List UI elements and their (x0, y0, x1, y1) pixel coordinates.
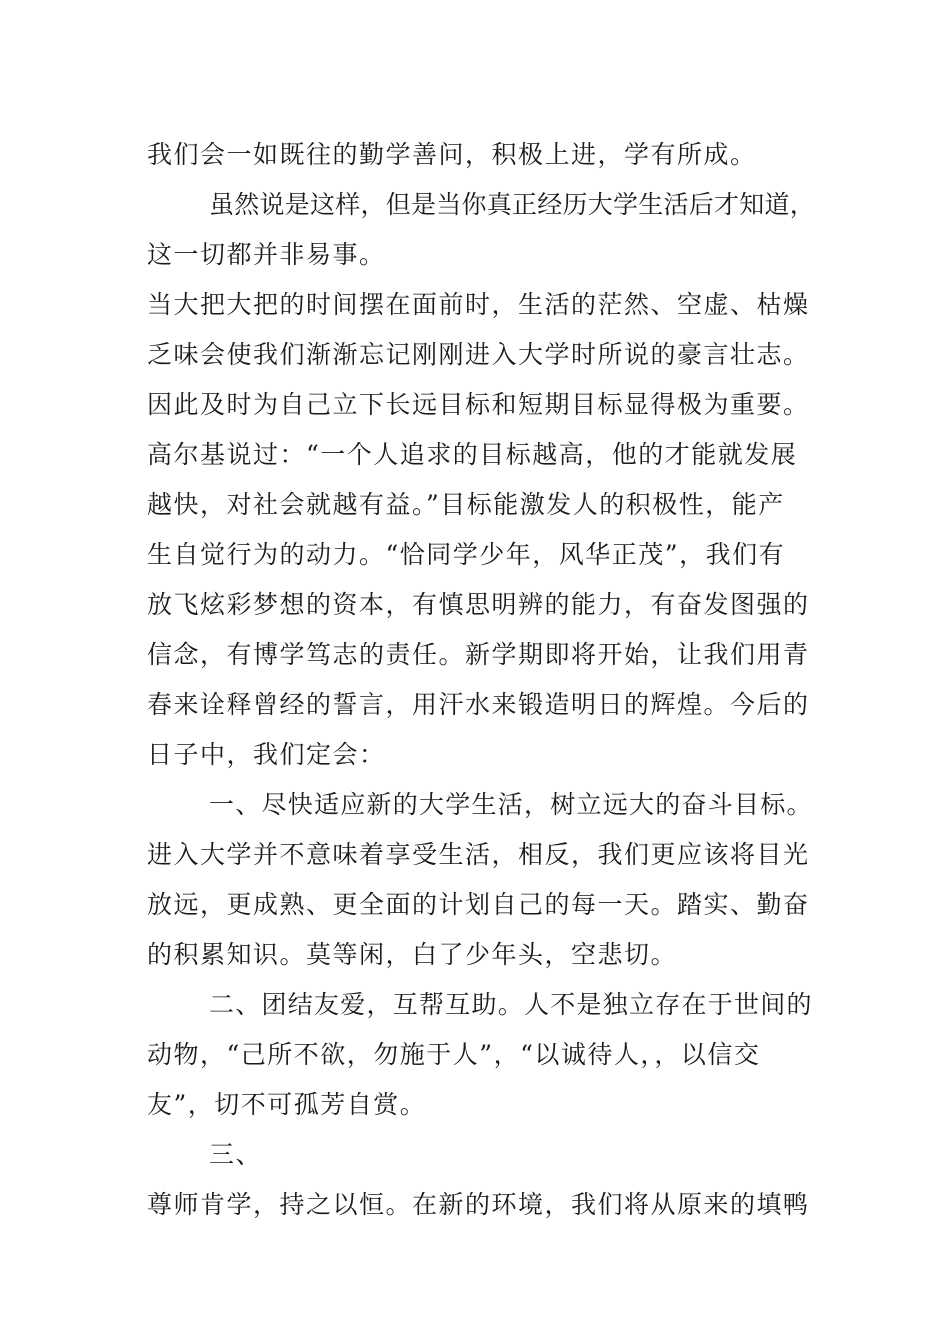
text-line-10: 放飞炫彩梦想的资本，有慎思明辨的能力，有奋发图强的 (147, 590, 810, 619)
text-line-5: 乏味会使我们渐渐忘记刚刚进入大学时所说的豪言壮志。 (147, 340, 810, 369)
text-line-8: 越快，对社会就越有益。”目标能激发人的积极性，能产 (147, 490, 785, 519)
text-line-17: 的积累知识。莫等闲，白了少年头，空悲切。 (147, 940, 678, 969)
body-text (147, 130, 817, 1230)
text-line-9: 生自觉行为的动力。“恰同学少年，风华正茂”，我们有 (147, 540, 786, 569)
text-line-3: 这一切都并非易事。 (147, 240, 386, 269)
text-line-12: 春来诠释曾经的誓言，用汗水来锻造明日的辉煌。今后的 (147, 690, 810, 719)
text-line-11: 信念，有博学笃志的责任。新学期即将开始，让我们用青 (147, 640, 810, 669)
text-line-18: 二、团结友爱，互帮互助。人不是独立存在于世间的 (209, 990, 813, 1019)
text-line-7: 高尔基说过：“一个人追求的目标越高，他的才能就发展 (147, 440, 798, 469)
text-line-21: 三、 (209, 1140, 263, 1169)
text-line-20: 友”，切不可孤芳自赏。 (147, 1090, 427, 1119)
text-line-19: 动物，“己所不欲，勿施于人”，“以诚待人，，以信交 (147, 1040, 761, 1069)
text-line-4: 当大把大把的时间摆在面前时，生活的茫然、空虚、枯燥 (147, 290, 810, 319)
text-line-1: 我们会一如既往的勤学善问，积极上进，学有所成。 (147, 140, 757, 169)
text-line-13: 日子中，我们定会： (147, 740, 386, 769)
text-line-6: 因此及时为自己立下长远目标和短期目标显得极为重要。 (147, 390, 810, 419)
text-line-16: 放远，更成熟、更全面的计划自己的每一天。踏实、勤奋 (147, 890, 810, 919)
text-line-2: 虽然说是这样，但是当你真正经历大学生活后才知道， (209, 190, 816, 219)
text-line-14: 一、尽快适应新的大学生活，树立远大的奋斗目标。 (209, 790, 813, 819)
text-line-15: 进入大学并不意味着享受生活，相反，我们更应该将目光 (147, 840, 810, 869)
text-line-22: 尊师肯学，持之以恒。在新的环境，我们将从原来的填鸭 (147, 1190, 810, 1219)
